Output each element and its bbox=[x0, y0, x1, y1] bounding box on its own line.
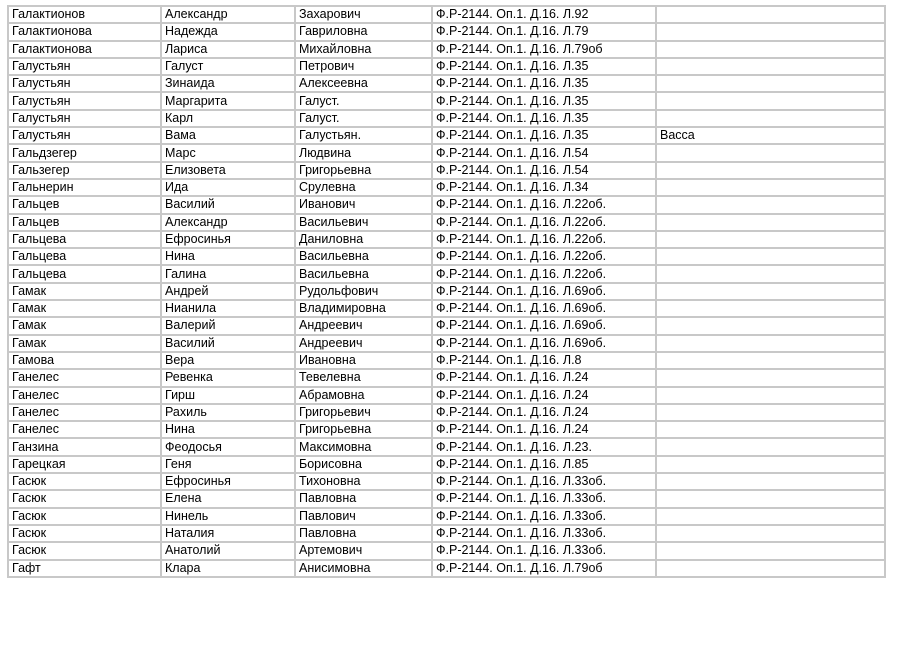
archive-reference-cell: Ф.Р-2144. Оп.1. Д.16. Л.22об. bbox=[432, 214, 656, 231]
note-cell bbox=[656, 110, 885, 127]
patronymic-cell: Срулевна bbox=[295, 179, 432, 196]
archive-reference-cell: Ф.Р-2144. Оп.1. Д.16. Л.35 bbox=[432, 110, 656, 127]
surname-cell: Гамак bbox=[8, 335, 161, 352]
first-name-cell: Марс bbox=[161, 144, 295, 161]
patronymic-cell: Андреевич bbox=[295, 317, 432, 334]
table-row bbox=[8, 248, 885, 265]
surname-cell: Гальзегер bbox=[8, 162, 161, 179]
table-row bbox=[8, 92, 885, 109]
table-row bbox=[8, 542, 885, 559]
note-cell bbox=[656, 265, 885, 282]
records-table bbox=[7, 5, 886, 578]
patronymic-cell: Людвина bbox=[295, 144, 432, 161]
note-cell bbox=[656, 352, 885, 369]
patronymic-cell: Андреевич bbox=[295, 335, 432, 352]
note-cell bbox=[656, 300, 885, 317]
table-row bbox=[8, 127, 885, 144]
surname-cell: Гарецкая bbox=[8, 456, 161, 473]
note-cell bbox=[656, 58, 885, 75]
first-name-cell: Зинаида bbox=[161, 75, 295, 92]
archive-reference-cell: Ф.Р-2144. Оп.1. Д.16. Л.79об bbox=[432, 41, 656, 58]
first-name-cell: Валерий bbox=[161, 317, 295, 334]
first-name-cell: Феодосья bbox=[161, 438, 295, 455]
patronymic-cell: Галустьян. bbox=[295, 127, 432, 144]
archive-reference-cell: Ф.Р-2144. Оп.1. Д.16. Л.69об. bbox=[432, 317, 656, 334]
surname-cell: Гасюк bbox=[8, 490, 161, 507]
patronymic-cell: Иванович bbox=[295, 196, 432, 213]
table-row bbox=[8, 473, 885, 490]
surname-cell: Галустьян bbox=[8, 127, 161, 144]
patronymic-cell: Петрович bbox=[295, 58, 432, 75]
first-name-cell: Клара bbox=[161, 560, 295, 577]
surname-cell: Гальнерин bbox=[8, 179, 161, 196]
note-cell bbox=[656, 144, 885, 161]
surname-cell: Гальцева bbox=[8, 231, 161, 248]
table-row bbox=[8, 404, 885, 421]
table-row bbox=[8, 352, 885, 369]
note-cell bbox=[656, 41, 885, 58]
first-name-cell: Василий bbox=[161, 335, 295, 352]
archive-reference-cell: Ф.Р-2144. Оп.1. Д.16. Л.22об. bbox=[432, 196, 656, 213]
first-name-cell: Лариса bbox=[161, 41, 295, 58]
archive-reference-cell: Ф.Р-2144. Оп.1. Д.16. Л.35 bbox=[432, 75, 656, 92]
first-name-cell: Ревенка bbox=[161, 369, 295, 386]
surname-cell: Гамак bbox=[8, 317, 161, 334]
patronymic-cell: Васильевич bbox=[295, 214, 432, 231]
note-cell bbox=[656, 404, 885, 421]
table-row bbox=[8, 41, 885, 58]
note-cell bbox=[656, 317, 885, 334]
surname-cell: Ганзина bbox=[8, 438, 161, 455]
table-row bbox=[8, 369, 885, 386]
table-row bbox=[8, 300, 885, 317]
archive-reference-cell: Ф.Р-2144. Оп.1. Д.16. Л.33об. bbox=[432, 490, 656, 507]
table-row bbox=[8, 421, 885, 438]
surname-cell: Галактионова bbox=[8, 41, 161, 58]
archive-reference-cell: Ф.Р-2144. Оп.1. Д.16. Л.69об. bbox=[432, 335, 656, 352]
first-name-cell: Александр bbox=[161, 214, 295, 231]
note-cell bbox=[656, 23, 885, 40]
archive-reference-cell: Ф.Р-2144. Оп.1. Д.16. Л.79об bbox=[432, 560, 656, 577]
note-cell bbox=[656, 560, 885, 577]
patronymic-cell: Артемович bbox=[295, 542, 432, 559]
first-name-cell: Рахиль bbox=[161, 404, 295, 421]
patronymic-cell: Гавриловна bbox=[295, 23, 432, 40]
table-row bbox=[8, 58, 885, 75]
first-name-cell: Елена bbox=[161, 490, 295, 507]
patronymic-cell: Владимировна bbox=[295, 300, 432, 317]
surname-cell: Галустьян bbox=[8, 75, 161, 92]
patronymic-cell: Рудольфович bbox=[295, 283, 432, 300]
table-row bbox=[8, 490, 885, 507]
note-cell bbox=[656, 196, 885, 213]
table-row bbox=[8, 231, 885, 248]
archive-reference-cell: Ф.Р-2144. Оп.1. Д.16. Л.8 bbox=[432, 352, 656, 369]
note-cell bbox=[656, 179, 885, 196]
note-cell bbox=[656, 508, 885, 525]
patronymic-cell: Тевелевна bbox=[295, 369, 432, 386]
first-name-cell: Вера bbox=[161, 352, 295, 369]
archive-reference-cell: Ф.Р-2144. Оп.1. Д.16. Л.23. bbox=[432, 438, 656, 455]
patronymic-cell: Григорьевич bbox=[295, 404, 432, 421]
note-cell bbox=[656, 248, 885, 265]
table-row bbox=[8, 387, 885, 404]
table-row bbox=[8, 525, 885, 542]
patronymic-cell: Ивановна bbox=[295, 352, 432, 369]
archive-reference-cell: Ф.Р-2144. Оп.1. Д.16. Л.24 bbox=[432, 421, 656, 438]
first-name-cell: Андрей bbox=[161, 283, 295, 300]
table-row bbox=[8, 110, 885, 127]
patronymic-cell: Павловна bbox=[295, 525, 432, 542]
archive-reference-cell: Ф.Р-2144. Оп.1. Д.16. Л.35 bbox=[432, 92, 656, 109]
table-row bbox=[8, 508, 885, 525]
archive-reference-cell: Ф.Р-2144. Оп.1. Д.16. Л.22об. bbox=[432, 248, 656, 265]
first-name-cell: Галина bbox=[161, 265, 295, 282]
table-row bbox=[8, 75, 885, 92]
archive-reference-cell: Ф.Р-2144. Оп.1. Д.16. Л.79 bbox=[432, 23, 656, 40]
table-row bbox=[8, 179, 885, 196]
patronymic-cell: Даниловна bbox=[295, 231, 432, 248]
table-row bbox=[8, 438, 885, 455]
first-name-cell: Нина bbox=[161, 248, 295, 265]
note-cell bbox=[656, 6, 885, 23]
table-row bbox=[8, 144, 885, 161]
note-cell bbox=[656, 438, 885, 455]
first-name-cell: Василий bbox=[161, 196, 295, 213]
note-cell bbox=[656, 456, 885, 473]
surname-cell: Гасюк bbox=[8, 542, 161, 559]
note-cell bbox=[656, 421, 885, 438]
archive-reference-cell: Ф.Р-2144. Оп.1. Д.16. Л.22об. bbox=[432, 265, 656, 282]
note-cell: Васса bbox=[656, 127, 885, 144]
first-name-cell: Ида bbox=[161, 179, 295, 196]
note-cell bbox=[656, 473, 885, 490]
surname-cell: Галактионов bbox=[8, 6, 161, 23]
table-row bbox=[8, 23, 885, 40]
note-cell bbox=[656, 162, 885, 179]
patronymic-cell: Галуст. bbox=[295, 110, 432, 127]
surname-cell: Ганелес bbox=[8, 421, 161, 438]
table-row bbox=[8, 560, 885, 577]
surname-cell: Галустьян bbox=[8, 58, 161, 75]
patronymic-cell: Григорьевна bbox=[295, 162, 432, 179]
surname-cell: Галактионова bbox=[8, 23, 161, 40]
surname-cell: Гальцева bbox=[8, 248, 161, 265]
archive-reference-cell: Ф.Р-2144. Оп.1. Д.16. Л.33об. bbox=[432, 473, 656, 490]
note-cell bbox=[656, 369, 885, 386]
note-cell bbox=[656, 525, 885, 542]
patronymic-cell: Алексеевна bbox=[295, 75, 432, 92]
patronymic-cell: Максимовна bbox=[295, 438, 432, 455]
first-name-cell: Карл bbox=[161, 110, 295, 127]
archive-reference-cell: Ф.Р-2144. Оп.1. Д.16. Л.33об. bbox=[432, 508, 656, 525]
note-cell bbox=[656, 490, 885, 507]
surname-cell: Гальцева bbox=[8, 265, 161, 282]
archive-reference-cell: Ф.Р-2144. Оп.1. Д.16. Л.85 bbox=[432, 456, 656, 473]
patronymic-cell: Абрамовна bbox=[295, 387, 432, 404]
first-name-cell: Нинель bbox=[161, 508, 295, 525]
note-cell bbox=[656, 283, 885, 300]
table-row bbox=[8, 317, 885, 334]
patronymic-cell: Борисовна bbox=[295, 456, 432, 473]
note-cell bbox=[656, 92, 885, 109]
first-name-cell: Вама bbox=[161, 127, 295, 144]
surname-cell: Гальцев bbox=[8, 196, 161, 213]
surname-cell: Гамак bbox=[8, 283, 161, 300]
patronymic-cell: Захарович bbox=[295, 6, 432, 23]
first-name-cell: Елизовета bbox=[161, 162, 295, 179]
patronymic-cell: Анисимовна bbox=[295, 560, 432, 577]
surname-cell: Ганелес bbox=[8, 387, 161, 404]
archive-reference-cell: Ф.Р-2144. Оп.1. Д.16. Л.35 bbox=[432, 127, 656, 144]
first-name-cell: Наталия bbox=[161, 525, 295, 542]
note-cell bbox=[656, 335, 885, 352]
first-name-cell: Маргарита bbox=[161, 92, 295, 109]
patronymic-cell: Михайловна bbox=[295, 41, 432, 58]
first-name-cell: Гирш bbox=[161, 387, 295, 404]
first-name-cell: Ефросинья bbox=[161, 231, 295, 248]
patronymic-cell: Галуст. bbox=[295, 92, 432, 109]
surname-cell: Галустьян bbox=[8, 92, 161, 109]
surname-cell: Гасюк bbox=[8, 508, 161, 525]
first-name-cell: Геня bbox=[161, 456, 295, 473]
archive-reference-cell: Ф.Р-2144. Оп.1. Д.16. Л.24 bbox=[432, 387, 656, 404]
archive-reference-cell: Ф.Р-2144. Оп.1. Д.16. Л.24 bbox=[432, 369, 656, 386]
table-row bbox=[8, 162, 885, 179]
surname-cell: Ганелес bbox=[8, 404, 161, 421]
patronymic-cell: Григорьевна bbox=[295, 421, 432, 438]
archive-reference-cell: Ф.Р-2144. Оп.1. Д.16. Л.33об. bbox=[432, 525, 656, 542]
first-name-cell: Надежда bbox=[161, 23, 295, 40]
surname-cell: Ганелес bbox=[8, 369, 161, 386]
patronymic-cell: Васильевна bbox=[295, 265, 432, 282]
patronymic-cell: Павлович bbox=[295, 508, 432, 525]
surname-cell: Гасюк bbox=[8, 525, 161, 542]
surname-cell: Гамова bbox=[8, 352, 161, 369]
patronymic-cell: Васильевна bbox=[295, 248, 432, 265]
note-cell bbox=[656, 231, 885, 248]
archive-reference-cell: Ф.Р-2144. Оп.1. Д.16. Л.54 bbox=[432, 162, 656, 179]
archive-reference-cell: Ф.Р-2144. Оп.1. Д.16. Л.24 bbox=[432, 404, 656, 421]
archive-reference-cell: Ф.Р-2144. Оп.1. Д.16. Л.92 bbox=[432, 6, 656, 23]
note-cell bbox=[656, 75, 885, 92]
first-name-cell: Нина bbox=[161, 421, 295, 438]
records-table-body bbox=[8, 6, 885, 577]
archive-reference-cell: Ф.Р-2144. Оп.1. Д.16. Л.54 bbox=[432, 144, 656, 161]
note-cell bbox=[656, 214, 885, 231]
archive-reference-cell: Ф.Р-2144. Оп.1. Д.16. Л.22об. bbox=[432, 231, 656, 248]
surname-cell: Гальцев bbox=[8, 214, 161, 231]
first-name-cell: Ефросинья bbox=[161, 473, 295, 490]
note-cell bbox=[656, 387, 885, 404]
note-cell bbox=[656, 542, 885, 559]
table-row bbox=[8, 283, 885, 300]
table-row bbox=[8, 6, 885, 23]
first-name-cell: Галуст bbox=[161, 58, 295, 75]
surname-cell: Галустьян bbox=[8, 110, 161, 127]
patronymic-cell: Тихоновна bbox=[295, 473, 432, 490]
archive-reference-cell: Ф.Р-2144. Оп.1. Д.16. Л.69об. bbox=[432, 283, 656, 300]
archive-reference-cell: Ф.Р-2144. Оп.1. Д.16. Л.34 bbox=[432, 179, 656, 196]
patronymic-cell: Павловна bbox=[295, 490, 432, 507]
surname-cell: Гамак bbox=[8, 300, 161, 317]
archive-reference-cell: Ф.Р-2144. Оп.1. Д.16. Л.33об. bbox=[432, 542, 656, 559]
table-row bbox=[8, 196, 885, 213]
table-row bbox=[8, 456, 885, 473]
archive-reference-cell: Ф.Р-2144. Оп.1. Д.16. Л.35 bbox=[432, 58, 656, 75]
table-row bbox=[8, 214, 885, 231]
first-name-cell: Анатолий bbox=[161, 542, 295, 559]
archive-reference-cell: Ф.Р-2144. Оп.1. Д.16. Л.69об. bbox=[432, 300, 656, 317]
table-row bbox=[8, 335, 885, 352]
surname-cell: Гальдзегер bbox=[8, 144, 161, 161]
surname-cell: Гасюк bbox=[8, 473, 161, 490]
table-row bbox=[8, 265, 885, 282]
surname-cell: Гафт bbox=[8, 560, 161, 577]
first-name-cell: Нианила bbox=[161, 300, 295, 317]
first-name-cell: Александр bbox=[161, 6, 295, 23]
